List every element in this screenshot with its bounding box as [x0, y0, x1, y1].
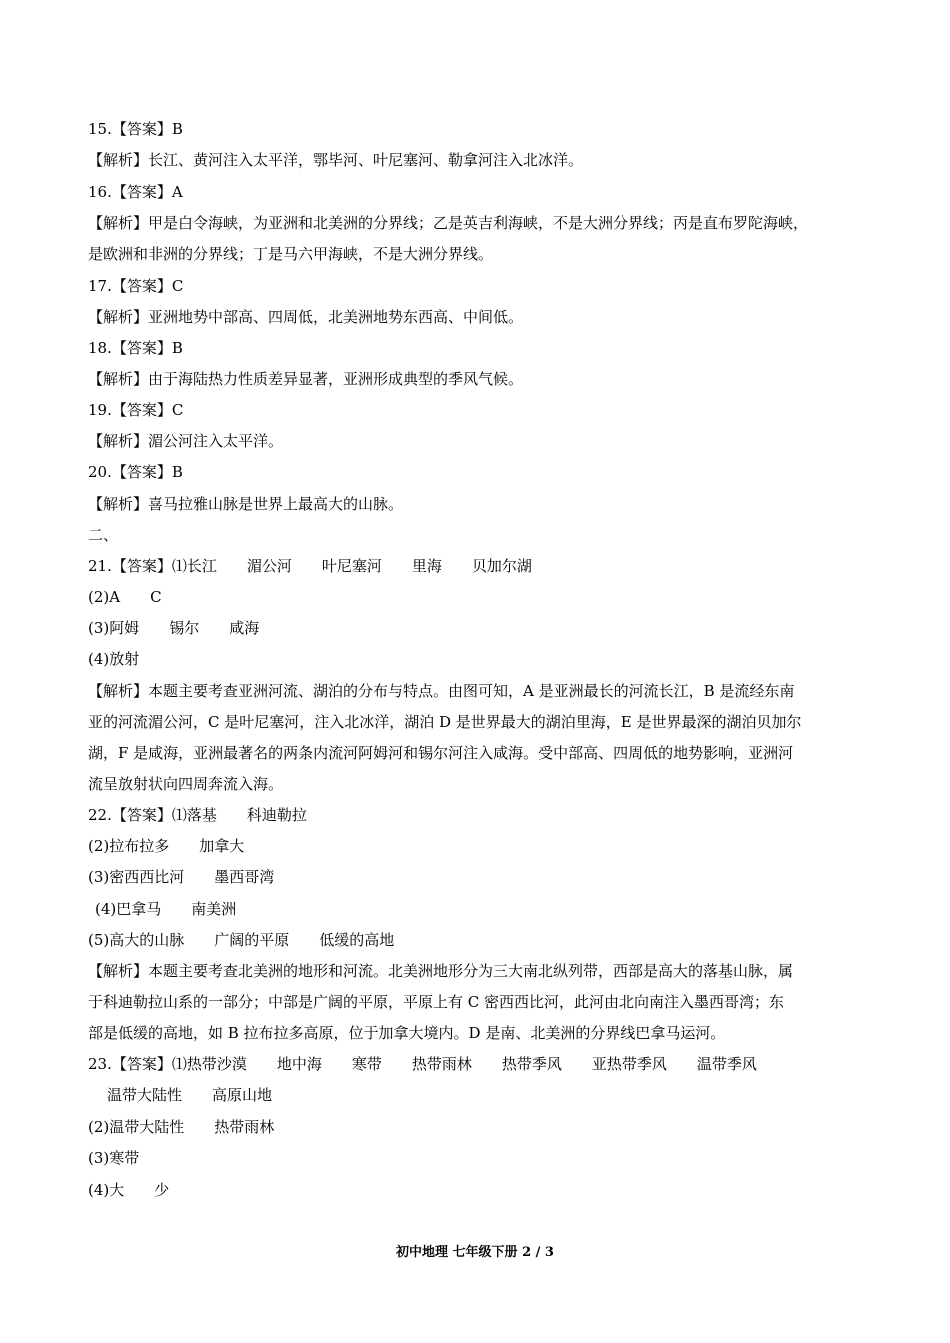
answer-21-part-2: (2)A C: [88, 588, 162, 606]
explanation-21-line-1: 【解析】本题主要考查亚洲河流、湖泊的分布与特点。由图可知，A 是亚洲最长的河流长江，B 是流经东南: [88, 682, 795, 700]
answer-21-part-4: (4)放射: [88, 650, 140, 668]
answer-23-part-2: (2)温带大陆性 热带雨林: [88, 1118, 275, 1136]
page-footer: 初中地理 七年级下册 2 / 3: [396, 1245, 554, 1260]
answer-22-part-3: (3)密西西比河 墨西哥湾: [88, 868, 275, 886]
answer-22-part-4: (4)巴拿马 南美洲: [95, 900, 237, 918]
answer-19: 19.【答案】C: [88, 401, 184, 419]
explanation-20: 【解析】喜马拉雅山脉是世界上最高大的山脉。: [88, 495, 404, 513]
answer-15: 15.【答案】B: [88, 120, 183, 138]
explanation-21-line-3: 湖，F 是咸海，亚洲最著名的两条内流河阿姆河和锡尔河注入咸海。受中部高、四周低的地势影响，亚洲河: [88, 744, 794, 762]
answer-23-continuation: 温带大陆性 高原山地: [107, 1086, 273, 1104]
explanation-22-line-3: 部是低缓的高地，如 B 拉布拉多高原，位于加拿大境内。D 是南、北美洲的分界线巴拿马运河。: [88, 1024, 726, 1042]
explanation-21-line-4: 流呈放射状向四周奔流入海。: [88, 775, 284, 793]
answer-23: 23.【答案】⑴热带沙漠 地中海 寒带 热带雨林 热带季风 亚热带季风 温带季风: [88, 1055, 757, 1073]
answer-22: 22.【答案】⑴落基 科迪勒拉: [88, 806, 307, 824]
answer-21: 21.【答案】⑴长江 湄公河 叶尼塞河 里海 贝加尔湖: [88, 557, 532, 575]
section-two-heading: 二、: [88, 526, 119, 544]
explanation-16-line-2: 是欧洲和非洲的分界线；丁是马六甲海峡，不是大洲分界线。: [88, 245, 494, 263]
answer-20: 20.【答案】B: [88, 463, 183, 481]
answer-16: 16.【答案】A: [88, 183, 183, 201]
answer-18: 18.【答案】B: [88, 339, 183, 357]
answer-22-part-5: (5)高大的山脉 广阔的平原 低缓的高地: [88, 931, 395, 949]
answer-17: 17.【答案】C: [88, 277, 184, 295]
explanation-16-line-1: 【解析】甲是白令海峡，为亚洲和北美洲的分界线；乙是英吉利海峡，不是大洲分界线；丙是直布罗陀海峡，: [88, 214, 809, 232]
answer-23-part-3: (3)寒带: [88, 1149, 140, 1167]
explanation-22-line-2: 于科迪勒拉山系的一部分；中部是广阔的平原，平原上有 C 密西西比河，此河由北向南注入墨西哥湾；东: [88, 993, 785, 1011]
explanation-19: 【解析】湄公河注入太平洋。: [88, 432, 284, 450]
answer-23-part-4: (4)大 少: [88, 1181, 170, 1199]
explanation-18: 【解析】由于海陆热力性质差异显著，亚洲形成典型的季风气候。: [88, 370, 524, 388]
explanation-22-line-1: 【解析】本题主要考查北美洲的地形和河流。北美洲地形分为三大南北纵列带，西部是高大的落基山脉，属: [88, 962, 794, 980]
explanation-15: 【解析】长江、黄河注入太平洋，鄂毕河、叶尼塞河、勒拿河注入北冰洋。: [88, 151, 584, 169]
explanation-17: 【解析】亚洲地势中部高、四周低，北美洲地势东西高、中间低。: [88, 308, 524, 326]
answer-21-part-3: (3)阿姆 锡尔 咸海: [88, 619, 260, 637]
explanation-21-line-2: 亚的河流湄公河，C 是叶尼塞河，注入北冰洋，湖泊 D 是世界最大的湖泊里海，E 是世界最深的湖泊贝加尔: [88, 713, 802, 731]
answer-22-part-2: (2)拉布拉多 加拿大: [88, 837, 245, 855]
